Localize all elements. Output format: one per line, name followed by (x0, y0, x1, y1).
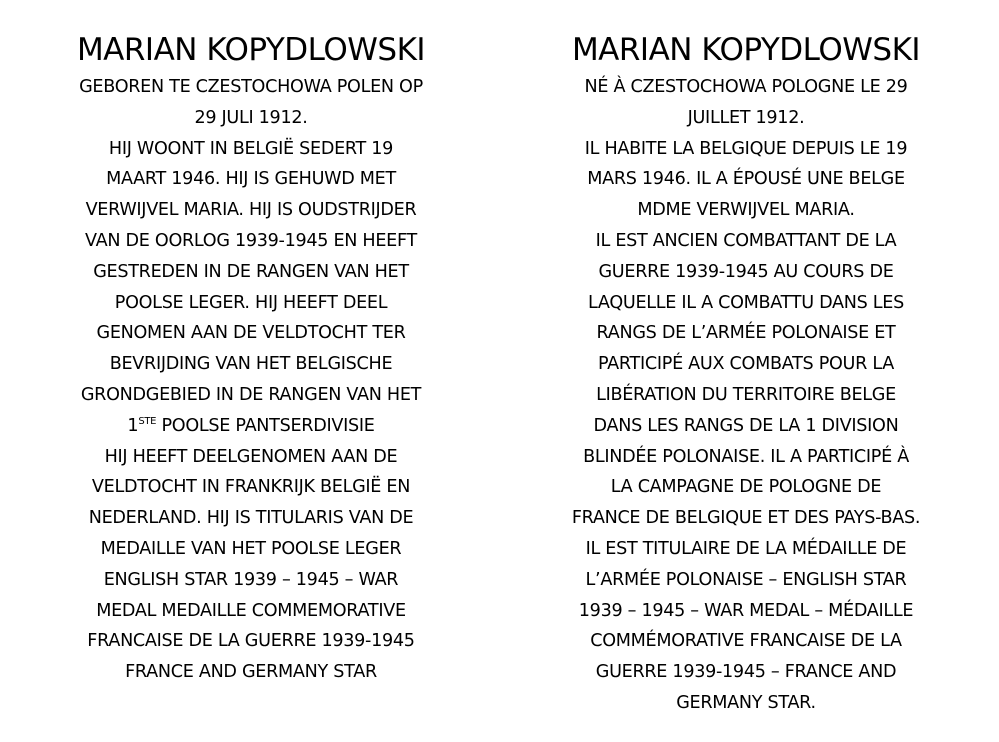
dutch-line: MEDAILLE VAN HET POOLSE LEGER (100, 538, 402, 559)
dutch-line: ENGLISH STAR 1939 – 1945 – WAR (103, 569, 399, 590)
french-line: LA CAMPAGNE DE POLOGNE DE (610, 477, 882, 498)
dutch-line: NEDERLAND. HIJ IS TITULARIS VAN DE (88, 508, 414, 529)
dutch-line: GENOMEN AAN DE VELDTOCHT TER (96, 323, 406, 344)
french-line: GUERRE 1939-1945 AU COURS DE (598, 261, 894, 282)
ordinal-rest: POOLSE PANTSERDIVISIE (156, 415, 375, 436)
french-line: COMMÉMORATIVE FRANCAISE DE LA (590, 631, 902, 652)
dutch-line: HIJ WOONT IN BELGIË SEDERT 19 (108, 138, 394, 159)
dutch-line: MEDAL MEDAILLE COMMEMORATIVE (96, 600, 406, 621)
french-line: DANS LES RANGS DE LA 1 DIVISION (593, 415, 899, 436)
french-line: L’ARMÉE POLONAISE – ENGLISH STAR (585, 569, 907, 590)
french-line: IL EST TITULAIRE DE LA MÉDAILLE DE (585, 538, 907, 559)
dutch-line: GESTREDEN IN DE RANGEN VAN HET (93, 261, 409, 282)
dutch-line: 29 JULI 1912. (194, 107, 308, 128)
dutch-line: BEVRIJDING VAN HET BELGISCHE (109, 354, 393, 375)
french-line: LIBÉRATION DU TERRITOIRE BELGE (596, 384, 896, 405)
french-line: GUERRE 1939-1945 – FRANCE AND (595, 662, 897, 683)
french-line: GERMANY STAR. (676, 692, 816, 713)
dutch-line: VAN DE OORLOG 1939-1945 EN HEEFT (85, 230, 417, 251)
dutch-line: GEBOREN TE CZESTOCHOWA POLEN OP (79, 77, 423, 97)
french-line: MARS 1946. IL A ÉPOUSÉ UNE BELGE (587, 169, 905, 190)
ordinal-suffix: STE (138, 415, 157, 427)
french-line: 1939 – 1945 – WAR MEDAL – MÉDAILLE (578, 600, 914, 621)
dutch-ordinal-line (36, 411, 466, 442)
dutch-line: VELDTOCHT IN FRANKRIJK BELGIË EN (91, 477, 411, 498)
french-line: NÉ À CZESTOCHOWA POLOGNE LE 29 (584, 77, 908, 97)
french-line: LAQUELLE IL A COMBATTU DANS LES (588, 292, 904, 313)
french-line: IL EST ANCIEN COMBATTANT DE LA (595, 230, 897, 251)
dutch-line: HIJ HEEFT DEELGENOMEN AAN DE (104, 446, 398, 467)
french-column (528, 28, 964, 719)
french-line: BLINDÉE POLONAISE. IL A PARTICIPÉ À (583, 446, 909, 467)
ordinal-number: 1 (127, 415, 139, 436)
french-line: IL HABITE LA BELGIQUE DEPUIS LE 19 (584, 138, 908, 159)
french-name-heading: MARIAN KOPYDLOWSKI (571, 32, 921, 68)
dutch-line: GRONDGEBIED IN DE RANGEN VAN HET (80, 384, 422, 405)
french-line: MDME VERWIJVEL MARIA. (637, 200, 855, 221)
dutch-line: VERWIJVEL MARIA. HIJ IS OUDSTRIJDER (85, 200, 417, 221)
dutch-line: FRANCAISE DE LA GUERRE 1939-1945 (87, 631, 415, 652)
dutch-line: POOLSE LEGER. HIJ HEEFT DEEL (114, 292, 388, 313)
french-line: RANGS DE L’ARMÉE POLONAISE ET (596, 323, 896, 344)
french-line: FRANCE DE BELGIQUE ET DES PAYS-BAS. (571, 508, 921, 529)
dutch-line: MAART 1946. HIJ IS GEHUWD MET (106, 169, 396, 190)
dutch-column (36, 28, 466, 688)
french-line: JUILLET 1912. (687, 107, 805, 128)
dutch-line: FRANCE AND GERMANY STAR (125, 662, 377, 683)
french-line: PARTICIPÉ AUX COMBATS POUR LA (597, 354, 894, 375)
dutch-name-heading: MARIAN KOPYDLOWSKI (76, 32, 426, 68)
